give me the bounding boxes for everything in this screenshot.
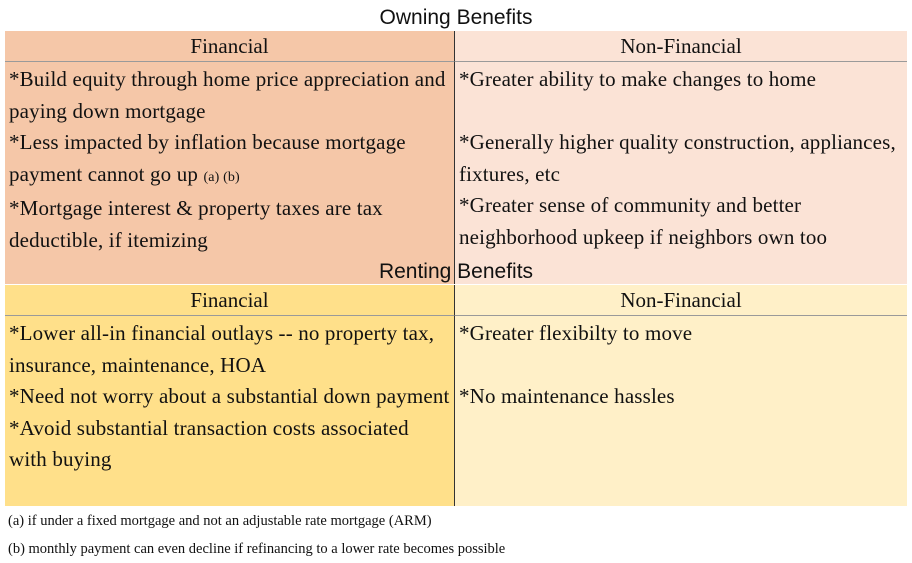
renting-financial-header: Financial bbox=[5, 285, 455, 316]
renting-financial-item: *Avoid substantial transaction costs associated with buying bbox=[9, 415, 409, 472]
footnote-reference: (a) (b) bbox=[203, 169, 240, 185]
owning-non-financial-cell bbox=[455, 62, 907, 284]
renting-benefits-table bbox=[5, 285, 907, 506]
owning-financial-item: *Mortgage interest & property taxes are tax deductible, if itemizing bbox=[9, 196, 383, 252]
renting-non-financial-cell bbox=[455, 316, 907, 506]
owning-non-financial-header: Non-Financial bbox=[455, 31, 907, 62]
owning-benefits-table bbox=[5, 31, 907, 284]
renting-financial-cell bbox=[5, 316, 455, 506]
footnote-a: (a) if under a fixed mortgage and not an adjustable rate mortgage (ARM) bbox=[8, 513, 432, 529]
spacer bbox=[459, 350, 905, 382]
renting-benefits-title: Renting Benefits bbox=[378, 260, 534, 283]
owning-non-financial-item: *Greater sense of community and better neighborhood upkeep if neighbors own too bbox=[459, 193, 828, 249]
owning-benefits-title: Owning Benefits bbox=[379, 6, 533, 29]
renting-non-financial-item: *Greater flexibilty to move bbox=[459, 321, 693, 345]
owning-non-financial-item: *Greater ability to make changes to home bbox=[459, 67, 817, 91]
renting-financial-item: *Lower all-in financial outlays -- no property tax, insurance, maintenance, HOA bbox=[9, 321, 435, 377]
spacer bbox=[459, 96, 905, 128]
owning-financial-header: Financial bbox=[5, 31, 455, 62]
owning-financial-item: *Less impacted by inflation because mortgage payment cannot go up (a) (b) bbox=[9, 130, 406, 186]
owning-non-financial-item: *Generally higher quality construction, appliances, fixtures, etc bbox=[459, 130, 896, 186]
renting-financial-item: *Need not worry about a substantial down payment bbox=[9, 384, 450, 409]
owning-financial-cell bbox=[5, 62, 455, 284]
renting-non-financial-item: *No maintenance hassles bbox=[459, 384, 675, 409]
renting-non-financial-header: Non-Financial bbox=[455, 285, 907, 316]
footnote-b: (b) monthly payment can even decline if refinancing to a lower rate becomes possible bbox=[8, 541, 506, 557]
owning-financial-item: *Build equity through home price appreciation and paying down mortgage bbox=[9, 67, 446, 123]
